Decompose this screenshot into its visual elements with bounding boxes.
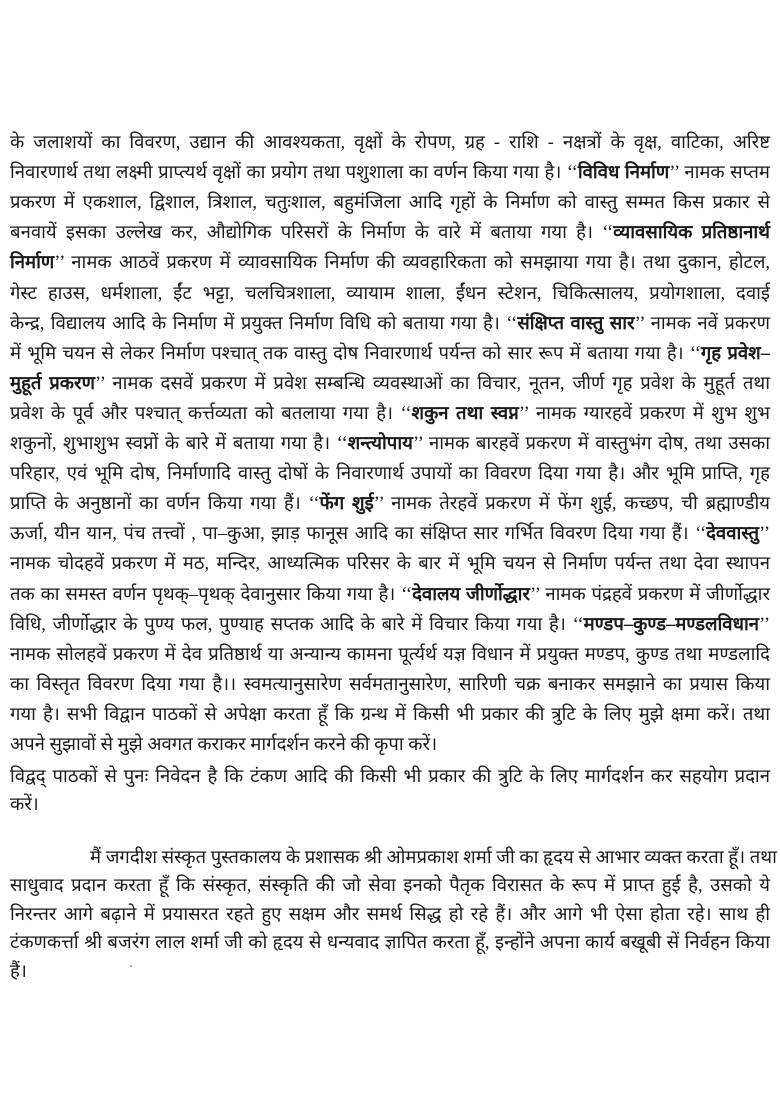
text-line bbox=[10, 431, 770, 457]
text-line bbox=[10, 281, 770, 307]
text-segment: गया है। सभी विद्वान पाठकों से अपेक्षा करता हूँ कि ग्रन्थ में किसी भी प्रकार की त्रुटि के लिए मुझे क्षमा करें। तथा bbox=[10, 704, 770, 725]
text-segment: करें। bbox=[10, 795, 39, 815]
scan-speck bbox=[130, 965, 132, 967]
text-segment: ’’ bbox=[759, 524, 770, 545]
text-segment: नामक सोलहवें प्रकरण में देव प्रतिष्ठार्थ या अन्यान्य कामना पूर्त्यर्थ यज्ञ विधान में प्रयुक्त मण्डप, कुण्ड तथा मण्डलादि bbox=[10, 644, 770, 665]
bold-chapter-title: संक्षिप्त वास्तु सार bbox=[517, 313, 635, 334]
text-line bbox=[10, 401, 770, 427]
text-line bbox=[10, 311, 770, 337]
text-line bbox=[10, 491, 770, 517]
text-line bbox=[10, 702, 770, 728]
text-segment: परिहार, एवं भूमि दोष, निर्माणादि वास्तु दोषों के निवारणार्थ उपायों का विवरण दिया गया है। और भूमि प्राप्ति, गृह bbox=[10, 464, 770, 485]
text-segment: विधि, जीर्णोद्धार के पुण्य फल, पुण्याह सप्तक आदि के बारे में विचार किया गया है। ‘‘ bbox=[10, 614, 584, 635]
text-segment: ’’ नामक दसवें प्रकरण में प्रवेश सम्बन्धि व्यवस्थाओं का विचार, नूतन, जीर्ण गृह प्रवेश के मुहूर्त तथा bbox=[94, 373, 770, 394]
text-line bbox=[10, 190, 770, 216]
bold-chapter-title: मुहूर्त प्रकरण bbox=[10, 373, 95, 394]
text-line bbox=[10, 521, 770, 547]
text-line bbox=[10, 551, 770, 577]
text-line bbox=[10, 130, 770, 156]
text-segment: विद्वद् पाठकों से पुनः निवेदन है कि टंकण आदि की किसी भी प्रकार की त्रुटि के लिए मार्गदर्शन कर सहयोग प्रदान bbox=[10, 767, 770, 787]
text-segment: ’’ नामक नवें प्रकरण bbox=[634, 313, 770, 334]
text-line bbox=[10, 582, 770, 608]
text-line bbox=[10, 220, 770, 246]
text-segment: निरन्तर आगे बढ़ाने में प्रयासरत रहते हुए सक्षम और समर्थ सिद्ध हो रहे हैं। और आगे भी ऐसा होता रहे। साथ ही bbox=[10, 905, 770, 925]
text-segment: ’’ नामक आठवें प्रकरण में व्यावसायिक निर्माण की व्यवहारिकता को समझाया गया है। तथा दुकान, होटल, bbox=[54, 253, 770, 274]
text-segment: ’’ नामक सप्तम bbox=[669, 163, 770, 184]
text-segment: नामक चोदहवें प्रकरण में मठ, मन्दिर, आध्यत्मिक परिसर के बार में भूमि चयन से निर्माण पर्यन्त तथा देवा स्थापन bbox=[10, 554, 770, 575]
text-segment: का विस्तृत विवरण दिया गया है।। स्वमत्यानुसारेण सर्वमतानुसारेण, सारिणी चक्र बनाकर समझाने का प्रयास किया bbox=[10, 674, 770, 695]
text-segment: मैं जगदीश संस्कृत पुस्तकालय के प्रशासक श्री ओमप्रकाश शर्मा जी का हृदय से आभार व्यक्त करता हूँ। तथा bbox=[90, 848, 777, 868]
text-segment: निवारणार्थ तथा लक्ष्मी प्राप्त्यर्थ वृक्षों का प्रयोग तथा पशुशाला का वर्णन किया गया है। ‘‘ bbox=[10, 163, 578, 184]
text-line bbox=[10, 873, 770, 899]
bold-chapter-title: देवालय जीर्णोद्धार bbox=[412, 584, 530, 605]
bold-chapter-title: गृह प्रवेश– bbox=[700, 343, 770, 364]
text-segment: गेस्ट हाउस, धर्मशाला, ईंट भट्टा, चलचित्रशाला, व्यायाम शाला, ईंधन स्टेशन, चिकित्सालय, प्रयोगशाला, दवाई bbox=[10, 283, 770, 304]
text-segment: अपने सुझावों से मुझे अवगत कराकर मार्गदर्शन करने की कृपा करें। bbox=[10, 735, 438, 755]
text-segment: ’’ bbox=[759, 614, 770, 635]
text-line bbox=[10, 642, 770, 668]
text-segment: केन्द्र, विद्यालय आदि के निर्माण में प्रयुक्त निर्माण विधि को बताया गया है। ‘‘ bbox=[10, 313, 518, 334]
text-line bbox=[10, 250, 770, 276]
text-line bbox=[10, 959, 770, 985]
text-line bbox=[10, 612, 770, 638]
text-line bbox=[10, 461, 770, 487]
text-segment: में भूमि चयन से लेकर निर्माण पश्चात् तक वास्तु दोष निवारणार्थ पर्यन्त को सार रूप में बताया गया है। ‘‘ bbox=[10, 343, 701, 364]
text-segment: साधुवाद प्रदान करता हूँ कि संस्कृत, संस्कृति की जो सेवा इनको पैतृक विरासत के रूप में प्राप्त हुई है, उसको ये bbox=[10, 876, 770, 896]
text-segment: हैं। bbox=[10, 962, 27, 982]
bold-chapter-title: मण्डप–कुण्ड–मण्डलविधान bbox=[583, 614, 760, 635]
text-segment: प्राप्ति के अनुष्ठानों का वर्णन किया गया हैं। ‘‘ bbox=[10, 494, 320, 515]
text-line bbox=[90, 845, 777, 871]
text-segment: टंकणकर्त्ता श्री बजरंग लाल शर्मा जी को हृदय से धन्यवाद ज्ञापित करता हूँ, इन्होंने अपना कार्य बखूबी सें निर्वहन किया bbox=[10, 933, 770, 953]
text-line bbox=[10, 371, 770, 397]
text-line bbox=[10, 764, 770, 790]
text-segment: ’’ नामक ग्यारहवें प्रकरण में शुभ शुभ bbox=[518, 403, 770, 424]
bold-chapter-title: फेंग शुई bbox=[319, 494, 374, 515]
text-segment: के जलाशयों का विवरण, उद्यान की आवश्यकता, वृक्षों के रोपण, ग्रह - राशि - नक्षत्रों के वृक्ष, वाटिका, अरिष्ट bbox=[10, 133, 770, 153]
text-segment: प्रवेश के पूर्व और पश्चात् कर्त्तव्यता को बतलाया गया है। ‘‘ bbox=[10, 403, 412, 424]
text-segment: ’’ नामक बारहवें प्रकरण में वास्तुभंग दोष, तथा उसका bbox=[412, 434, 770, 454]
text-segment: प्रकरण में एकशाल, द्विशाल, त्रिशाल, चतुःशाल, बहुमंजिला आदि गृहों के निर्माण को वास्तु सम्मत किस प्रकार से bbox=[10, 193, 770, 214]
text-line bbox=[10, 792, 770, 818]
text-segment: बनवायें इसका उल्लेख कर, औद्योगिक परिसरों के निर्माण के वारे में बताया गया है। ‘‘ bbox=[10, 223, 614, 244]
text-segment: तक का समस्त वर्णन पृथक्–पृथक् देवानुसार किया गया है। ‘‘ bbox=[10, 584, 413, 605]
text-segment: ’’ नामक पंद्रहवें प्रकरण में जीर्णोद्धार bbox=[529, 584, 771, 605]
text-line bbox=[10, 160, 770, 186]
text-line bbox=[10, 902, 770, 928]
text-segment: ’’ नामक तेरहवें प्रकरण में फेंग शुई, कच्छप, ची ब्रह्माण्डीय bbox=[373, 494, 770, 515]
bold-chapter-title: विविध निर्माण bbox=[577, 163, 670, 184]
text-line bbox=[10, 930, 770, 956]
bold-chapter-title: शन्त्योपाय bbox=[347, 434, 413, 454]
bold-chapter-title: देववास्तु bbox=[706, 524, 760, 545]
bold-chapter-title: निर्माण bbox=[10, 253, 55, 274]
text-segment: शकुनों, शुभाशुभ स्वप्नों के बारे में बताया गया है। ‘‘ bbox=[10, 434, 348, 454]
text-segment: ऊर्जा, यीन यान, पंच तत्त्वों , पा–कुआ, झाड़ फानूस आदि का संक्षिप्त सार गर्भित विवरण दिया गया हैं। ‘‘ bbox=[10, 524, 707, 545]
bold-chapter-title: व्यावसायिक प्रतिष्ठानार्थ bbox=[613, 223, 771, 244]
text-line bbox=[10, 732, 770, 758]
text-line bbox=[10, 341, 770, 367]
bold-chapter-title: शकुन तथा स्वप्न bbox=[411, 403, 519, 424]
text-line bbox=[10, 672, 770, 698]
